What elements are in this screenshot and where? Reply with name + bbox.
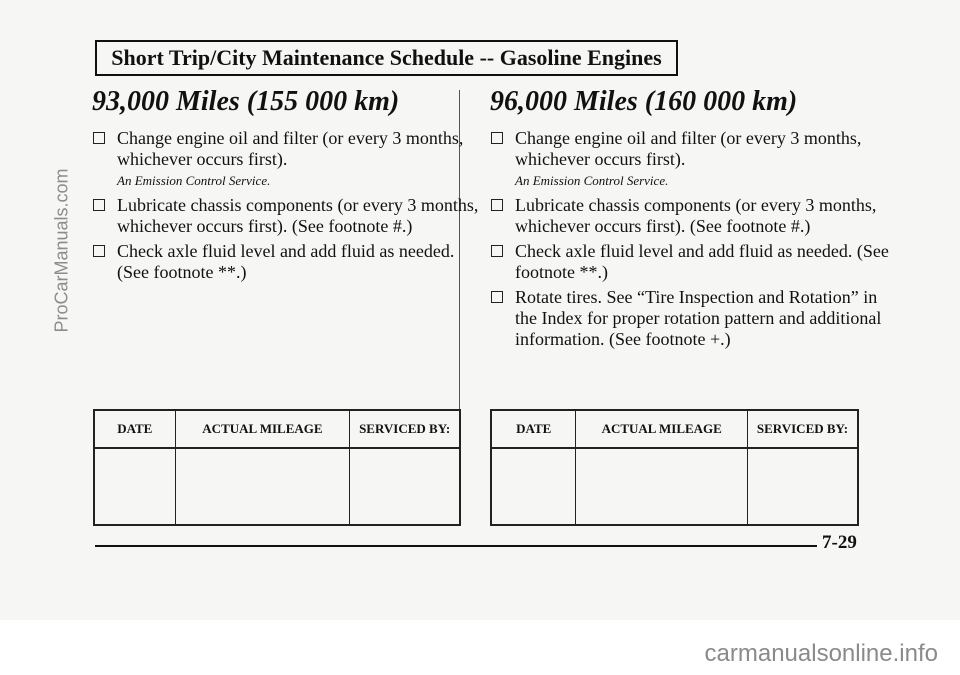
checkbox-icon[interactable] (93, 199, 105, 211)
serviced-by-header: SERVICED BY: (747, 411, 857, 448)
date-cell[interactable] (95, 448, 175, 524)
item-note: An Emission Control Service. (117, 173, 271, 188)
checkbox-icon[interactable] (491, 199, 503, 211)
checklist-item (490, 287, 890, 350)
checkbox-icon[interactable] (93, 132, 105, 144)
actual-mileage-header: ACTUAL MILEAGE (175, 411, 350, 448)
service-record-table-right (490, 409, 859, 526)
serviced-by-cell[interactable] (350, 448, 459, 524)
checklist-item (490, 241, 890, 283)
actual-mileage-cell[interactable] (576, 448, 748, 524)
actual-mileage-cell[interactable] (175, 448, 350, 524)
item-note: An Emission Control Service. (515, 173, 669, 188)
item-text: Check axle fluid level and add fluid as needed. (See footnote **.) (515, 241, 889, 282)
checkbox-icon[interactable] (491, 291, 503, 303)
item-text: Rotate tires. See “Tire Inspection and Rotation” in the Index for proper rotation pattern and additional information. (See footnote +.) (515, 287, 882, 349)
serviced-by-header: SERVICED BY: (350, 411, 459, 448)
actual-mileage-header: ACTUAL MILEAGE (576, 411, 748, 448)
serviced-by-cell[interactable] (747, 448, 857, 524)
date-header: DATE (95, 411, 175, 448)
date-header: DATE (492, 411, 576, 448)
service-record-table-left (93, 409, 461, 526)
side-watermark: ProCarManuals.com (51, 168, 72, 333)
checkbox-icon[interactable] (491, 132, 503, 144)
right-column (490, 86, 890, 354)
right-column-title: 96,000 Miles (160 000 km) (490, 86, 798, 117)
checklist-item (92, 195, 482, 237)
item-text: Lubricate chassis components (or every 3 months, whichever occurs first). (See footnote #.) (515, 195, 877, 236)
item-text: Change engine oil and filter (or every 3 months, whichever occurs first). (515, 128, 862, 169)
item-text: Lubricate chassis components (or every 3 months, whichever occurs first). (See footnote #.) (117, 195, 479, 236)
checklist-item (490, 128, 890, 170)
checkbox-icon[interactable] (93, 245, 105, 257)
checklist-item (92, 241, 482, 283)
item-text: Check axle fluid level and add fluid as needed. (See footnote **.) (117, 241, 455, 282)
page-number: 7-29 (822, 532, 857, 553)
footer-rule (95, 545, 817, 547)
checklist-item (92, 128, 482, 170)
item-text: Change engine oil and filter (or every 3 months, whichever occurs first). (117, 128, 464, 169)
bottom-watermark: carmanualsonline.info (704, 640, 938, 667)
section-header-title: Short Trip/City Maintenance Schedule -- Gasoline Engines (111, 45, 662, 70)
left-column (92, 86, 482, 287)
date-cell[interactable] (492, 448, 576, 524)
section-header (95, 40, 678, 76)
checklist-item (490, 195, 890, 237)
checkbox-icon[interactable] (491, 245, 503, 257)
left-column-title: 93,000 Miles (155 000 km) (92, 86, 400, 117)
